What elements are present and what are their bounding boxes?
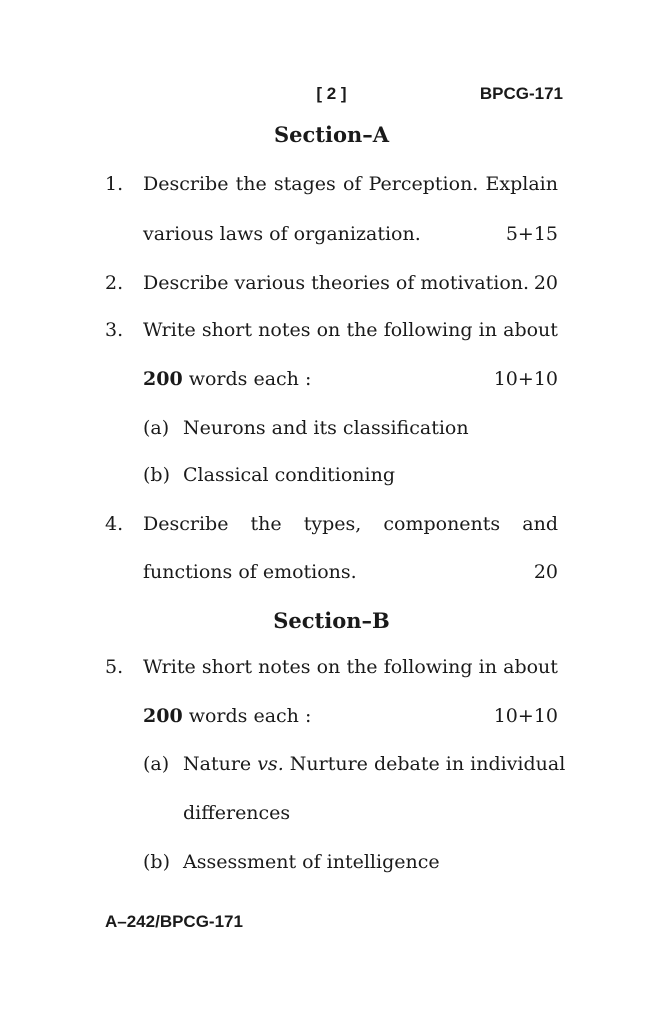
- question-3-line-2: [105, 367, 558, 392]
- question-3-sub-b: [105, 463, 558, 488]
- section-a-heading: Section–A: [273, 122, 390, 147]
- question-5-line-1: [105, 655, 558, 680]
- question-3-text-continued: 200 words each :: [143, 368, 312, 390]
- question-5-text: Write short notes on the following in about: [143, 656, 558, 678]
- question-3-number: 3.: [105, 319, 124, 341]
- word-count-bold: 200: [143, 368, 183, 390]
- question-5-sub-b: [105, 850, 558, 875]
- sub-item-b-label: (b): [143, 464, 170, 486]
- word-count-bold: 200: [143, 705, 183, 727]
- paper-code: BPCG-171: [479, 84, 563, 103]
- question-4-marks: 20: [533, 561, 558, 583]
- section-b-heading: Section–B: [273, 608, 390, 633]
- sub-item-a-text-continued: differences: [183, 802, 291, 824]
- sub-item-b-label: (b): [143, 851, 170, 873]
- question-2-text: Describe various theories of motivation.: [143, 272, 530, 294]
- question-2-line-1: [105, 271, 558, 296]
- question-5-text-continued: 200 words each :: [143, 705, 312, 727]
- question-2-number: 2.: [105, 272, 124, 294]
- question-1-line-1: [105, 172, 558, 197]
- sub-item-a-text: Nature vs. Nurture debate in individual: [183, 753, 566, 775]
- question-3-marks: 10+10: [493, 368, 558, 390]
- sub-item-a-label: (a): [143, 417, 170, 439]
- question-3-text: Write short notes on the following in about: [143, 319, 558, 341]
- question-2-marks: 20: [533, 272, 558, 294]
- question-4-text: Describe the types, components and: [143, 513, 558, 535]
- page-number: [ 2 ]: [316, 84, 347, 103]
- question-4-line-2: [105, 560, 558, 585]
- question-4-number: 4.: [105, 513, 124, 535]
- question-3-sub-a: [105, 416, 558, 441]
- vs-italic: vs.: [257, 753, 284, 775]
- sub-item-a-text: Neurons and its classification: [183, 417, 469, 439]
- question-1-text: Describe the stages of Perception. Explain: [143, 173, 558, 195]
- question-4-text-continued: functions of emotions.: [143, 561, 357, 583]
- question-5-marks: 10+10: [493, 705, 558, 727]
- question-5-number: 5.: [105, 656, 124, 678]
- sub-item-b-text: Assessment of intelligence: [183, 851, 440, 873]
- page-header: [0, 83, 663, 105]
- question-5-sub-a-line-1: [105, 752, 566, 777]
- question-1-number: 1.: [105, 173, 124, 195]
- question-5-line-2: [105, 704, 558, 729]
- question-4-line-1: [105, 512, 558, 537]
- sub-item-a-label: (a): [143, 753, 170, 775]
- question-3-line-1: [105, 318, 558, 343]
- footer-paper-code: A–242/BPCG-171: [105, 912, 243, 931]
- question-1-line-2: [105, 222, 558, 247]
- sub-item-b-text: Classical conditioning: [183, 464, 396, 486]
- question-5-sub-a-line-2: [105, 801, 558, 826]
- question-1-text-continued: various laws of organization.: [143, 223, 421, 245]
- question-1-marks: 5+15: [505, 223, 558, 245]
